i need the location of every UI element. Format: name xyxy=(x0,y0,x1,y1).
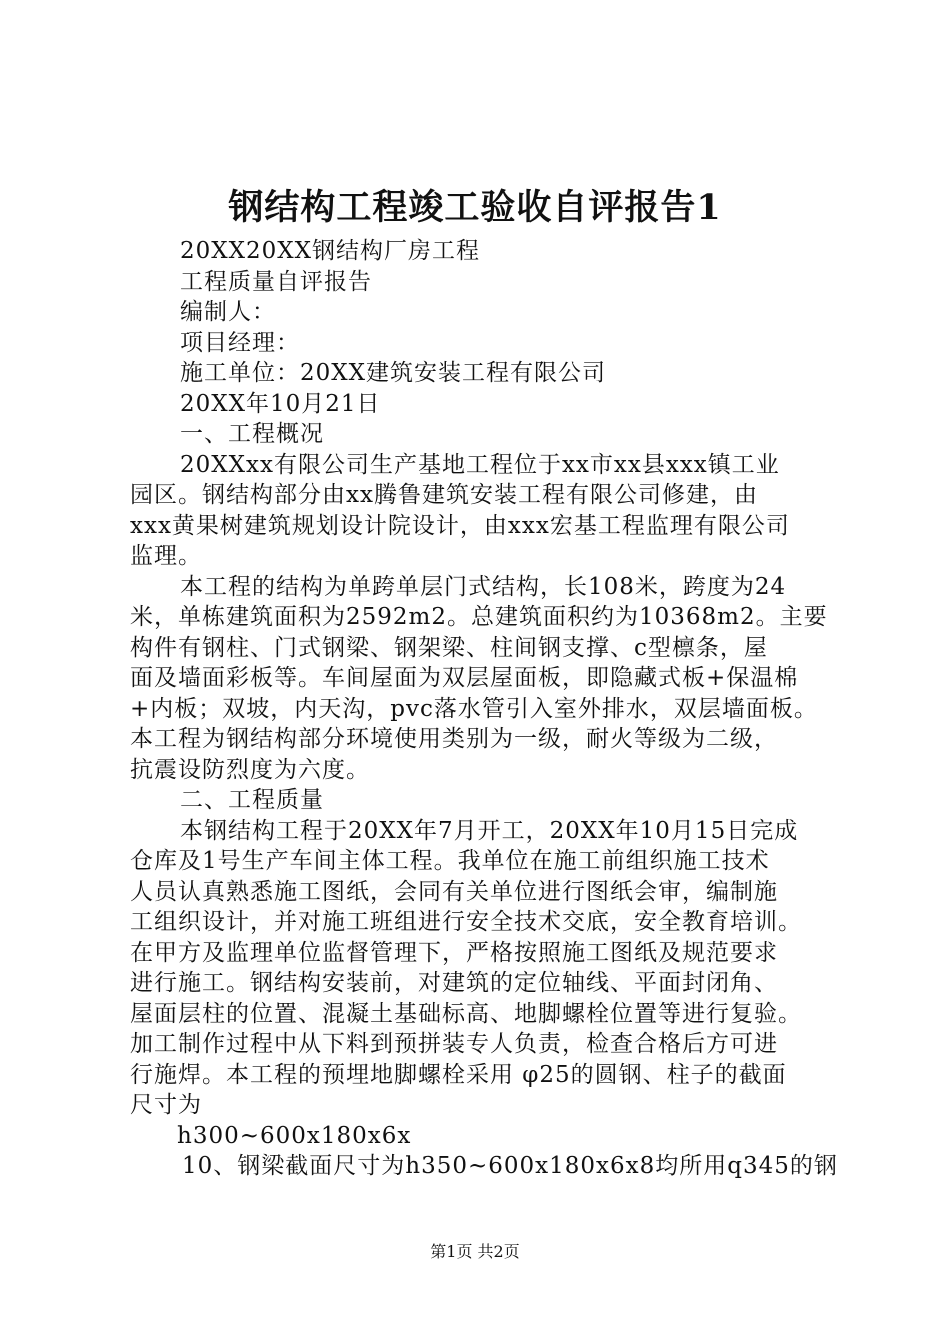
text-line: 本工程为钢结构部分环境使用类别为一级，耐火等级为二级， xyxy=(130,726,778,752)
page-footer: 第1页 共2页 xyxy=(430,1242,520,1261)
text-line: 人员认真熟悉施工图纸，会同有关单位进行图纸会审，编制施 xyxy=(130,878,778,905)
text-line: 尺寸为 xyxy=(130,1092,202,1118)
text-line: 抗震设防烈度为六度。 xyxy=(130,756,370,783)
paragraph-overview-structure xyxy=(130,572,830,786)
document-title: 钢结构工程竣工验收自评报告1 xyxy=(228,187,722,228)
text-line: 本钢结构工程于20XX年7月开工，20XX年10月15日完成 xyxy=(180,817,799,844)
text-line: 本工程的结构为单跨单层门式结构，长108米，跨度为24 xyxy=(180,573,787,600)
text-line: 屋面层柱的位置、混凝土基础标高、地脚螺栓位置等进行复验。 xyxy=(130,1000,802,1027)
text-line: +内板；双坡，内天沟，pvc落水管引入室外排水，双层墙面板。 xyxy=(130,695,818,722)
project-line: 20XX20XX钢结构厂房工程 xyxy=(180,238,481,264)
report-date: 20XX年10月21日 xyxy=(180,390,381,417)
manager-label: 项目经理： xyxy=(180,329,300,356)
paragraph-quality xyxy=(130,816,830,1121)
beam-dimension-line: 10、钢梁截面尺寸为h350~600x180x6x8均所用q345的钢 xyxy=(182,1153,838,1179)
text-line: xxx黄果树建筑规划设计院设计，由xxx宏基工程监理有限公司 xyxy=(130,512,790,539)
document-body xyxy=(130,236,838,1182)
text-line: 进行施工。钢结构安装前，对建筑的定位轴线、平面封闭角、 xyxy=(130,970,778,996)
text-line: 工组织设计，并对施工班组进行安全技术交底，安全教育培训。 xyxy=(130,909,802,935)
text-line: 园区。钢结构部分由xx腾鲁建筑安装工程有限公司修建，由 xyxy=(130,482,758,508)
text-line: 仓库及1号生产车间主体工程。我单位在施工前组织施工技术 xyxy=(130,848,770,874)
paragraph-overview-location xyxy=(130,450,830,572)
editor-label: 编制人： xyxy=(180,299,276,325)
text-line: 面及墙面彩板等。车间屋面为双层屋面板，即隐藏式板+保温棉 xyxy=(130,665,799,691)
text-line: 构件有钢柱、门式钢梁、钢架梁、柱间钢支撑、c型檩条，屋 xyxy=(130,634,768,661)
column-dimension-line: h300~600x180x6x xyxy=(177,1122,412,1149)
text-line: 监理。 xyxy=(130,543,202,569)
text-line: 米，单栋建筑面积为2592m2。总建筑面积约为10368m2。主要 xyxy=(130,604,828,630)
section-heading-overview: 一、工程概况 xyxy=(180,421,324,447)
section-heading-quality: 二、工程质量 xyxy=(180,787,324,813)
text-line: 20XXxx有限公司生产基地工程位于xx市xx县xxx镇工业 xyxy=(180,451,780,478)
text-line: 加工制作过程中从下料到预拼装专人负责，检查合格后方可进 xyxy=(130,1031,778,1057)
contractor-line: 施工单位：20XX建筑安装工程有限公司 xyxy=(180,360,607,386)
report-name: 工程质量自评报告 xyxy=(180,268,372,295)
text-line: 在甲方及监理单位监督管理下，严格按照施工图纸及规范要求 xyxy=(130,939,778,966)
text-line: 行施焊。本工程的预埋地脚螺栓采用 φ25的圆钢、柱子的截面 xyxy=(130,1061,787,1088)
